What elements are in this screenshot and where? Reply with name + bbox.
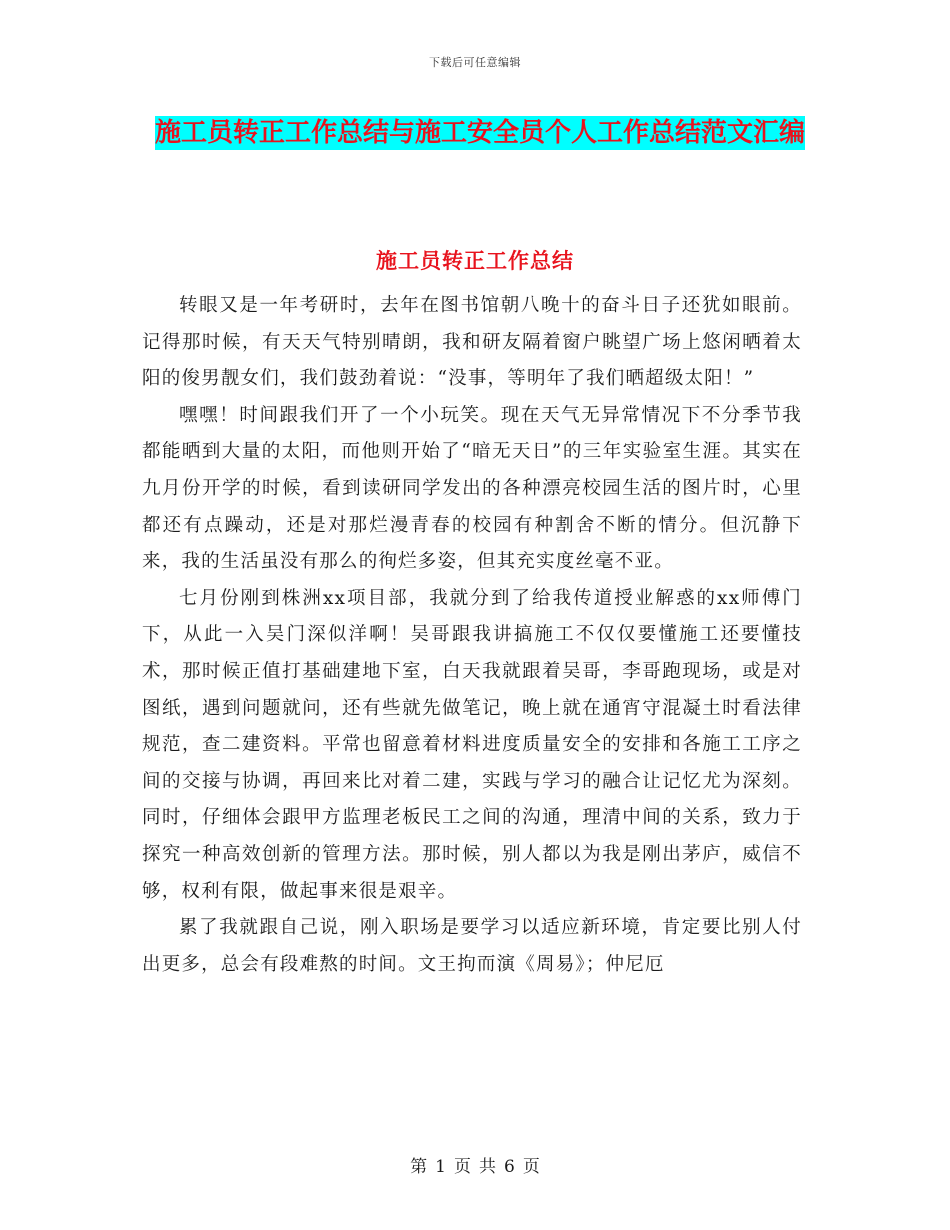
section-title: 施工员转正工作总结 — [376, 248, 574, 273]
page-header-note: 下载后可任意编辑 — [429, 56, 521, 69]
page-total: 6 — [504, 1157, 515, 1177]
page-label-mid2: 共 — [479, 1157, 496, 1177]
page-footer — [0, 1152, 950, 1177]
page-current: 1 — [435, 1157, 446, 1177]
document-title — [140, 110, 820, 157]
paragraph-1: 转眼又是一年考研时，去年在图书馆朝八晚十的奋斗日子还犹如眼前。记得那时候，有天天气特别晴朗，我和研友隔着窗户眺望广场上悠闲晒着太阳的俊男靓女们，我们鼓劲着说：“没事，等明年了我们晒超级太阳！” — [142, 295, 802, 390]
page-label-mid1: 页 — [454, 1157, 471, 1177]
paragraph-4: 累了我就跟自己说，刚入职场是要学习以适应新环境，肯定要比别人付出更多，总会有段难熬的时间。文王拘而演《周易》；仲尼厄 — [142, 917, 802, 975]
paragraph-2: 嘿嘿！时间跟我们开了一个小玩笑。现在天气无异常情况下不分季节我都能晒到大量的太阳，而他则开始了“暗无天日”的三年实验室生涯。其实在九月份开学的时候，看到读研同学发出的各种漂亮校园生活的图片时，心里都还有点躁动，还是对那烂漫青春的校园有种割舍不断的情分。但沉静下来，我的生活虽没有那么的徇烂多姿，但其充实度丝毫不亚。 — [142, 404, 802, 573]
paragraph-3: 七月份刚到株洲xx项目部，我就分到了给我传道授业解惑的xx师傅门下，从此一入吴门深似洋啊！吴哥跟我讲搞施工不仅仅要懂施工还要懂技术，那时候正值打基础建地下室，白天我就跟着吴哥，李哥跑现场，或是对图纸，遇到问题就问，还有些就先做笔记，晚上就在通宵守混凝土时看法律规范，查二建资料。平常也留意着材料进度质量安全的安排和各施工工序之间的交接与协调，再回来比对着二建，实践与学习的融合让记忆尤为深刻。同时，仔细体会跟甲方监理老板民工之间的沟通，理清中间的关系，致力于探究一种高效创新的管理方法。那时候，别人都以为我是刚出茅庐，威信不够，权利有限，做起事来很是艰辛。 — [142, 587, 802, 902]
page-label-prefix: 第 — [410, 1157, 428, 1177]
document-title-text: 施工员转正工作总结与施工安全员个人工作总结范文汇编 — [154, 118, 805, 148]
document-body — [142, 288, 802, 983]
page-label-suffix: 页 — [522, 1157, 540, 1177]
